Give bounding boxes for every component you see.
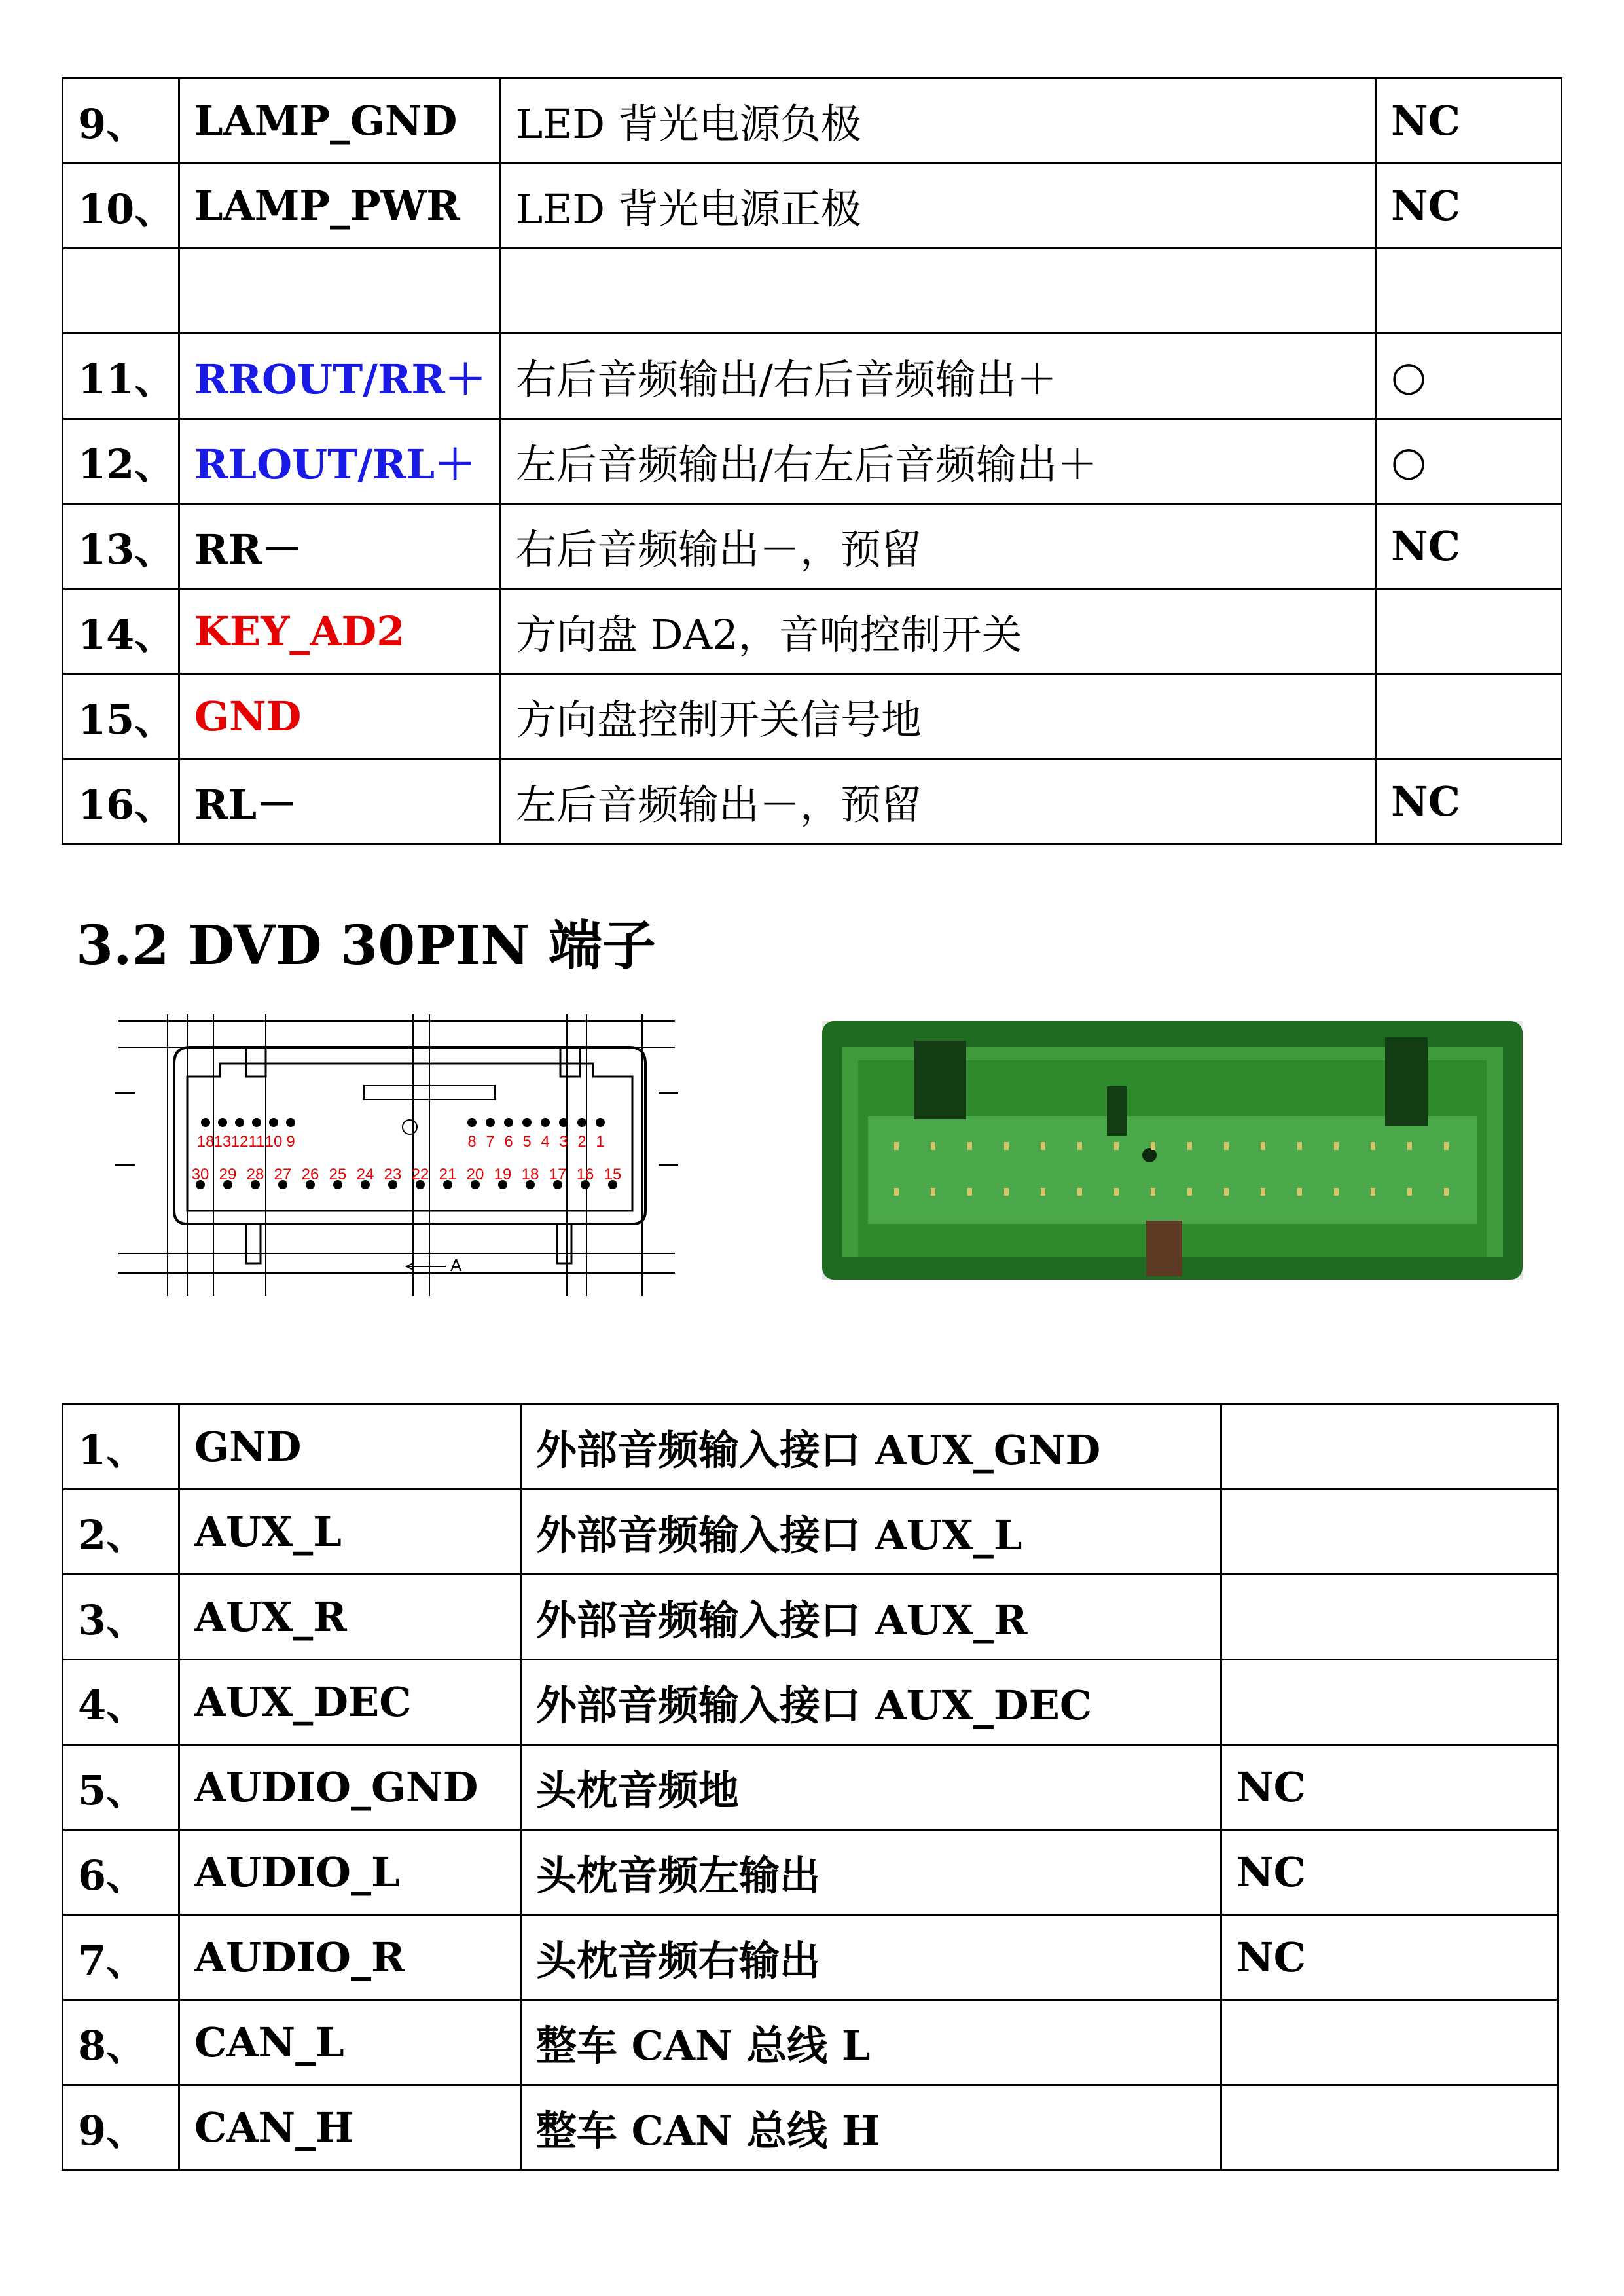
photo-pin xyxy=(1151,1142,1155,1150)
signal-name-cell: LAMP_PWR xyxy=(179,164,501,249)
connector-photo xyxy=(822,1021,1523,1280)
note-cell: NC xyxy=(1376,164,1562,249)
pin-number-cell: 16、 xyxy=(63,759,179,844)
table-row xyxy=(63,2085,1558,2170)
pin-number-cell: 13、 xyxy=(63,504,179,589)
pin-label: 17 xyxy=(549,1166,567,1183)
table-row xyxy=(63,249,1562,334)
photo-pin xyxy=(1371,1142,1375,1150)
note-cell: NC xyxy=(1376,504,1562,589)
signal-name-cell: RROUT/RR＋ xyxy=(179,334,501,419)
photo-pin xyxy=(1004,1188,1009,1196)
pin-number-cell: 11、 xyxy=(63,334,179,419)
table-row xyxy=(63,1660,1558,1745)
pin-label: 15 xyxy=(604,1166,622,1183)
pin-label: 19 xyxy=(494,1166,512,1183)
table-row xyxy=(63,1745,1558,1830)
description-cell: 头枕音频右输出 xyxy=(521,1915,1221,2000)
description-cell: 右后音频输出/右后音频输出＋ xyxy=(501,334,1376,419)
photo-pin xyxy=(1004,1142,1009,1150)
signal-name-cell: GND xyxy=(179,674,501,759)
signal-name-cell: AUDIO_L xyxy=(179,1830,521,1915)
pin-number-cell: 8、 xyxy=(63,2000,179,2085)
photo-pin xyxy=(967,1142,972,1150)
description-cell: 外部音频输入接口 AUX_DEC xyxy=(521,1660,1221,1745)
pin-number-cell: 2、 xyxy=(63,1490,179,1575)
photo-pin xyxy=(1041,1188,1045,1196)
pin-dot xyxy=(504,1118,513,1127)
description-cell: 头枕音频地 xyxy=(521,1745,1221,1830)
note-cell xyxy=(1221,1490,1558,1575)
note-cell: NC xyxy=(1376,79,1562,164)
signal-name-cell: RLOUT/RL＋ xyxy=(179,419,501,504)
pin-dot xyxy=(486,1118,495,1127)
pin-dot xyxy=(286,1118,295,1127)
photo-pin xyxy=(931,1188,935,1196)
description-cell: 左后音频输出－，预留 xyxy=(501,759,1376,844)
note-cell: NC xyxy=(1221,1830,1558,1915)
photo-pin xyxy=(1444,1142,1449,1150)
table-row xyxy=(63,1575,1558,1660)
pin-dot xyxy=(541,1118,550,1127)
pin-number-cell: 10、 xyxy=(63,164,179,249)
pin-dot xyxy=(201,1118,210,1127)
pin-number-cell: 12、 xyxy=(63,419,179,504)
pin-label: 13 xyxy=(213,1133,232,1151)
pin-number-cell: 9、 xyxy=(63,2085,179,2170)
table-row xyxy=(63,589,1562,674)
note-cell: NC xyxy=(1376,759,1562,844)
pin-label: 18 xyxy=(521,1166,539,1183)
pin-label: 23 xyxy=(384,1166,402,1183)
pin-table-top xyxy=(62,77,1562,845)
note-cell xyxy=(1221,1405,1558,1490)
table-row xyxy=(63,1490,1558,1575)
pin-dot xyxy=(559,1118,568,1127)
pin-label: 3 xyxy=(559,1133,568,1151)
pin-dot xyxy=(596,1118,605,1127)
note-cell xyxy=(1376,249,1562,334)
connector-drawing xyxy=(115,1008,678,1302)
pin-label: 2 xyxy=(577,1133,586,1151)
pin-dot xyxy=(235,1118,244,1127)
pin-number-cell: 15、 xyxy=(63,674,179,759)
photo-pin xyxy=(1407,1188,1412,1196)
pin-dot xyxy=(577,1118,586,1127)
note-cell xyxy=(1376,589,1562,674)
description-cell: 方向盘 DA2，音响控制开关 xyxy=(501,589,1376,674)
photo-pin xyxy=(967,1188,972,1196)
table-row xyxy=(63,2000,1558,2085)
pin-label: 8 xyxy=(467,1133,477,1151)
note-cell: NC xyxy=(1221,1745,1558,1830)
description-cell xyxy=(501,249,1376,334)
photo-pin xyxy=(1114,1142,1119,1150)
pin-table-bottom xyxy=(62,1403,1559,2171)
note-cell xyxy=(1221,1660,1558,1745)
pin-label: 5 xyxy=(522,1133,532,1151)
table-row xyxy=(63,759,1562,844)
signal-name-cell: CAN_L xyxy=(179,2000,521,2085)
signal-name-cell: AUX_DEC xyxy=(179,1660,521,1745)
table-row xyxy=(63,1915,1558,2000)
pin-label: 27 xyxy=(274,1166,292,1183)
photo-pin xyxy=(1261,1142,1265,1150)
pin-label: 30 xyxy=(191,1166,209,1183)
signal-name-cell: AUDIO_R xyxy=(179,1915,521,2000)
pin-dot xyxy=(252,1118,261,1127)
photo-pin xyxy=(1114,1188,1119,1196)
pin-row-top xyxy=(197,1118,605,1151)
description-cell: LED 背光电源负极 xyxy=(501,79,1376,164)
pin-number-cell: 9、 xyxy=(63,79,179,164)
pin-number-cell xyxy=(63,249,179,334)
table-row xyxy=(63,1405,1558,1490)
photo-pin xyxy=(1187,1188,1192,1196)
photo-pin xyxy=(894,1188,899,1196)
description-cell: 整车 CAN 总线 L xyxy=(521,2000,1221,2085)
pin-label: 25 xyxy=(329,1166,347,1183)
pin-number-cell: 5、 xyxy=(63,1745,179,1830)
pin-number-cell: 4、 xyxy=(63,1660,179,1745)
pin-label: 29 xyxy=(219,1166,237,1183)
table-row xyxy=(63,334,1562,419)
pin-label: 16 xyxy=(576,1166,594,1183)
table-row xyxy=(63,164,1562,249)
photo-pin xyxy=(1224,1188,1229,1196)
pin-label: 9 xyxy=(286,1133,295,1151)
note-cell xyxy=(1376,674,1562,759)
pin-label: 22 xyxy=(411,1166,429,1183)
photo-pin xyxy=(1334,1142,1339,1150)
description-cell: LED 背光电源正极 xyxy=(501,164,1376,249)
pin-label: 24 xyxy=(356,1166,374,1183)
signal-name-cell: LAMP_GND xyxy=(179,79,501,164)
pin-dot xyxy=(269,1118,278,1127)
description-cell: 左后音频输出/右左后音频输出＋ xyxy=(501,419,1376,504)
signal-name-cell xyxy=(179,249,501,334)
pin-label: 26 xyxy=(301,1166,319,1183)
pin-dot xyxy=(467,1118,477,1127)
photo-pin xyxy=(1444,1188,1449,1196)
note-cell: ○ xyxy=(1376,334,1562,419)
note-cell xyxy=(1221,1575,1558,1660)
table-row xyxy=(63,1830,1558,1915)
description-cell: 右后音频输出－，预留 xyxy=(501,504,1376,589)
pin-dot xyxy=(522,1118,532,1127)
photo-pin xyxy=(1371,1188,1375,1196)
table-row xyxy=(63,674,1562,759)
pin-row-bottom xyxy=(192,1166,622,1189)
pin-label: 1 xyxy=(596,1133,605,1151)
description-cell: 外部音频输入接口 AUX_L xyxy=(521,1490,1221,1575)
signal-name-cell: GND xyxy=(179,1405,521,1490)
photo-pin xyxy=(1224,1142,1229,1150)
signal-name-cell: AUX_R xyxy=(179,1575,521,1660)
pin-number-cell: 7、 xyxy=(63,1915,179,2000)
photo-pin xyxy=(894,1142,899,1150)
description-cell: 方向盘控制开关信号地 xyxy=(501,674,1376,759)
pin-label: 10 xyxy=(264,1133,283,1151)
pin-label: 7 xyxy=(486,1133,495,1151)
photo-pin xyxy=(1077,1188,1082,1196)
pin-number-cell: 3、 xyxy=(63,1575,179,1660)
signal-name-cell: RL－ xyxy=(179,759,501,844)
pin-label: 11 xyxy=(248,1133,265,1151)
pin-label: 28 xyxy=(246,1166,264,1183)
table-row xyxy=(63,79,1562,164)
photo-pin xyxy=(1151,1188,1155,1196)
table-row xyxy=(63,504,1562,589)
pin-number-cell: 6、 xyxy=(63,1830,179,1915)
pin-label: 20 xyxy=(466,1166,484,1183)
description-cell: 外部音频输入接口 AUX_GND xyxy=(521,1405,1221,1490)
description-cell: 外部音频输入接口 AUX_R xyxy=(521,1575,1221,1660)
signal-name-cell: AUDIO_GND xyxy=(179,1745,521,1830)
pin-number-cell: 14、 xyxy=(63,589,179,674)
section-title: 3.2 DVD 30PIN 端子 xyxy=(76,914,656,977)
table-row xyxy=(63,419,1562,504)
note-cell xyxy=(1221,2000,1558,2085)
pin-label: 18 xyxy=(196,1133,215,1151)
photo-pin xyxy=(1334,1188,1339,1196)
note-cell xyxy=(1221,2085,1558,2170)
signal-name-cell: CAN_H xyxy=(179,2085,521,2170)
description-cell: 整车 CAN 总线 H xyxy=(521,2085,1221,2170)
photo-pin xyxy=(1297,1142,1302,1150)
photo-pin xyxy=(1041,1142,1045,1150)
pin-label: 12 xyxy=(230,1133,249,1151)
section-marker-label: A xyxy=(450,1255,462,1275)
pin-label: 21 xyxy=(439,1166,457,1183)
pin-number-cell: 1、 xyxy=(63,1405,179,1490)
note-cell: NC xyxy=(1221,1915,1558,2000)
note-cell: ○ xyxy=(1376,419,1562,504)
photo-pin xyxy=(1297,1188,1302,1196)
photo-pin xyxy=(1077,1142,1082,1150)
pin-label: 6 xyxy=(504,1133,513,1151)
pin-dot xyxy=(218,1118,227,1127)
photo-pin xyxy=(1187,1142,1192,1150)
pin-label: 4 xyxy=(541,1133,550,1151)
signal-name-cell: RR－ xyxy=(179,504,501,589)
photo-pin xyxy=(931,1142,935,1150)
photo-pin xyxy=(1261,1188,1265,1196)
signal-name-cell: AUX_L xyxy=(179,1490,521,1575)
description-cell: 头枕音频左输出 xyxy=(521,1830,1221,1915)
signal-name-cell: KEY_AD2 xyxy=(179,589,501,674)
photo-pin xyxy=(1407,1142,1412,1150)
